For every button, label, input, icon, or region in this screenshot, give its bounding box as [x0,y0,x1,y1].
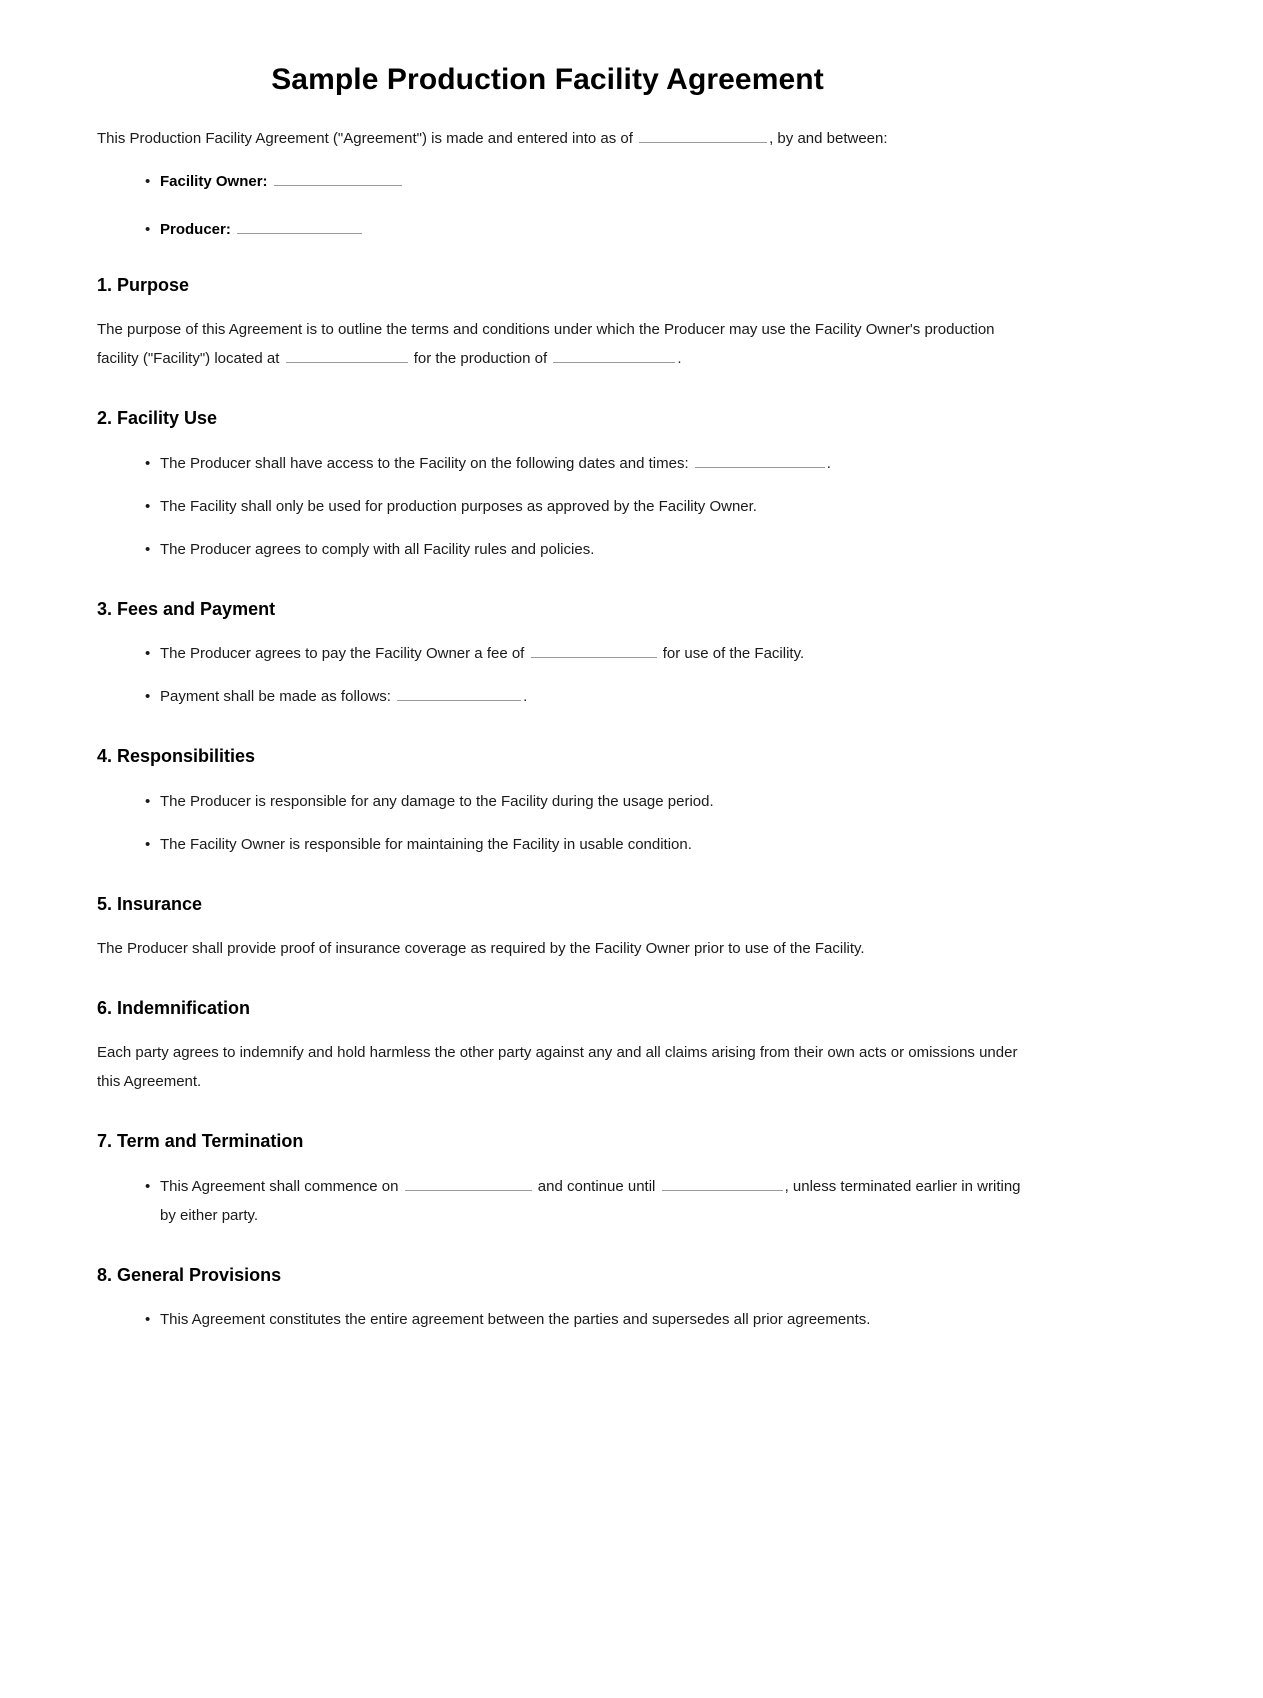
responsibilities-list [97,787,1033,859]
purpose-text-part2: for the production of [413,350,548,368]
producer-label: Producer: [160,221,231,238]
fees-and-payment-list [97,639,1033,711]
term-text-part1: This Agreement shall commence on [160,1177,399,1195]
list-item [97,449,1033,478]
list-item [97,1172,1033,1230]
facility-use-list [97,449,1033,564]
payment-text-part1: Payment shall be made as follows: [160,688,391,706]
page-title: Sample Production Facility Agreement [271,63,824,96]
purpose-text-part1: The purpose of this Agreement is to outline the terms and conditions under which the Producer may use the Facility Owner's production facility ("Facility") located at [97,321,995,368]
fee-text-part1: The Producer agrees to pay the Facility Owner a fee of [160,645,525,663]
facility-owner-label: Facility Owner: [160,173,268,190]
facility-location-blank[interactable] [286,345,408,363]
intro-text-after-blank: , by and between: [769,130,888,147]
list-item: • This Agreement constitutes the entire agreement between the parties and supersedes all prior agreements. [97,1305,1033,1334]
fee-text-part2: for use of the Facility. [662,645,805,663]
list-item: • The Facility shall only be used for production purposes as approved by the Facility Owner. [97,492,1033,521]
section-heading-responsibilities: 4. Responsibilities [97,746,256,767]
fee-amount-blank[interactable] [531,640,657,658]
term-text-part2: and continue until [537,1177,656,1195]
term-text-part3: , unless terminated earlier in writing by either party. [160,1177,1021,1224]
insurance-paragraph: The Producer shall provide proof of insurance coverage as required by the Facility Owner prior to use of the Facility. [97,939,865,957]
list-item-producer [97,215,1033,244]
term-and-termination-list [97,1172,1033,1230]
section-heading-indemnification: 6. Indemnification [97,997,251,1018]
section-heading-general-provisions: 8. General Provisions [97,1264,282,1285]
list-item [97,682,1033,711]
list-item [97,639,1033,668]
list-item: • The Producer is responsible for any damage to the Facility during the usage period. [97,787,1033,816]
intro-paragraph [97,124,1033,153]
commencement-date-blank[interactable] [405,1173,532,1191]
section-heading-facility-use: 2. Facility Use [97,408,218,429]
purpose-paragraph [97,315,1033,373]
section-heading-term-and-termination: 7. Term and Termination [97,1131,304,1152]
payment-terms-blank[interactable] [397,683,521,701]
agreement-date-blank[interactable] [639,125,767,143]
section-heading-fees-and-payment: 3. Fees and Payment [97,598,276,619]
general-provisions-list [97,1305,1033,1334]
termination-date-blank[interactable] [662,1173,783,1191]
section-heading-insurance: 5. Insurance [97,893,203,914]
list-item: • The Facility Owner is responsible for maintaining the Facility in usable condition. [97,830,1033,859]
parties-list [97,167,1033,244]
payment-text-part2: . [523,688,528,706]
section-heading-purpose: 1. Purpose [97,275,190,295]
production-of-blank[interactable] [553,345,675,363]
intro-text-before-blank: This Production Facility Agreement ("Agreement") is made and entered into as of [97,130,633,147]
access-dates-times-blank[interactable] [695,450,825,468]
facility-access-text-end: . [826,454,831,472]
purpose-text-part3: . [677,350,682,368]
facility-owner-blank[interactable] [274,168,402,186]
indemnification-paragraph: Each party agrees to indemnify and hold harmless the other party against any and all claims arising from their own acts or omissions under this Agreement. [97,1044,1018,1091]
list-item: • The Producer agrees to comply with all Facility rules and policies. [97,535,1033,564]
producer-blank[interactable] [237,216,362,234]
list-item-facility-owner [97,167,1033,196]
facility-access-text: The Producer shall have access to the Facility on the following dates and times: [160,454,689,472]
